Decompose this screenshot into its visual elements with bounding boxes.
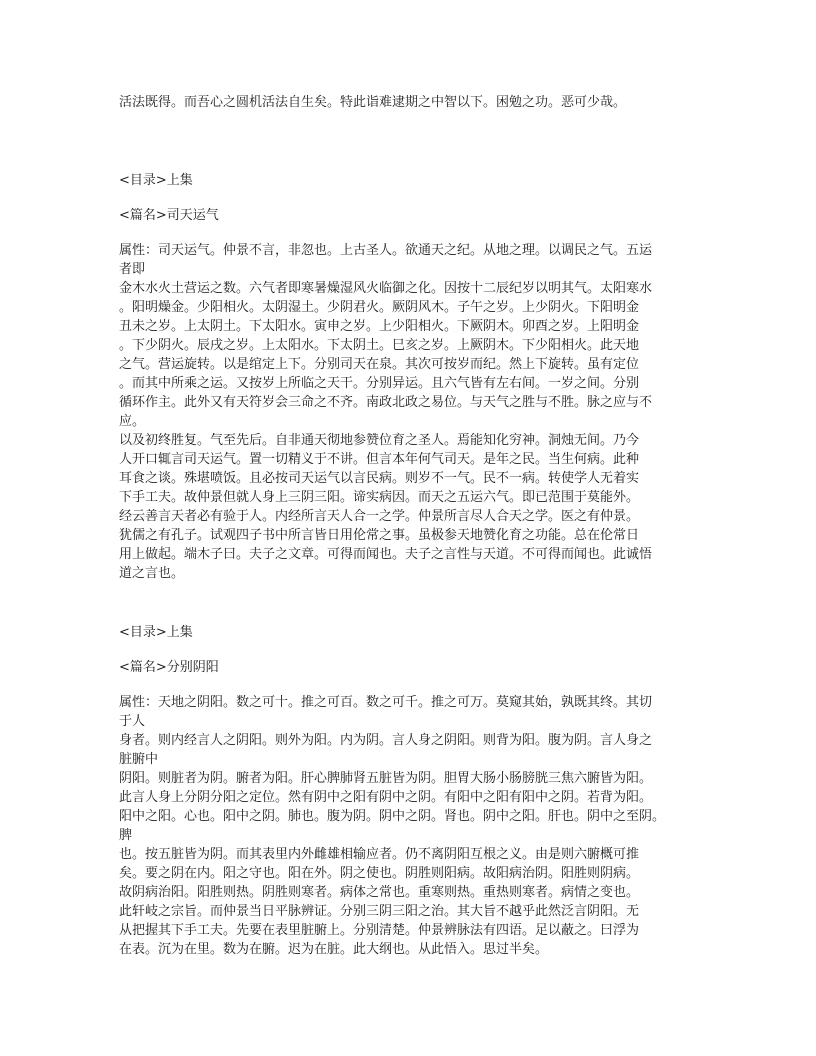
text-line: 属性：天地之阴阳。数之可十。推之可百。数之可千。推之可万。莫窥其始，孰既其终。其切 (119, 695, 653, 710)
text-line: 之气。营运旋转。以是绾定上下。分别司天在泉。其次可按岁而纪。然上下旋转。虽有定位 (119, 357, 640, 372)
text-line: 从把握其下手工夫。先要在表里脏腑上。分别清楚。仲景辨脉法有四语。足以蔽之。曰浮为 (119, 923, 640, 938)
section-2-chapter (119, 658, 719, 677)
text-line: 道之言也。 (119, 566, 185, 581)
text-line: 金木水火土营运之数。六气者即寒暑燥湿风火临御之化。因按十二辰纪岁以明其气。太阳寒水 (119, 281, 653, 296)
text-line: 于人 (119, 714, 146, 729)
section-1-chapter (119, 206, 719, 225)
chapter-heading: <篇名>分别阴阳 (119, 660, 219, 675)
text-line: 用上做起。端木子曰。夫子之文章。可得而闻也。夫子之言性与天道。不可得而闻也。此诚悟 (119, 547, 653, 562)
chapter-heading: <篇名>司天运气 (119, 208, 219, 223)
text-line: 耳食之谈。殊堪喷饭。且必按司天运气以言民病。则岁不一气。民不一病。转使学人无着实 (119, 471, 640, 486)
section-2-directory (119, 623, 719, 642)
text-line: 矣。要之阴在内。阳之守也。阳在外。阴之使也。阴胜则阳病。故阳病治阴。阳胜则阴病。 (119, 866, 640, 881)
text-line: 阳中之阳。心也。阳中之阴。肺也。腹为阴。阴中之阴。肾也。阴中之阳。肝也。阴中之至阴。 (119, 809, 666, 824)
text-line: 犹儒之有孔子。试观四子书中所言皆日用伦常之事。虽极参天地赞化育之功能。总在伦常日 (119, 528, 640, 543)
text-line: 应。 (119, 414, 146, 429)
text-line: 此轩岐之宗旨。而仲景当日平脉辨证。分别三阴三阳之治。其大旨不越乎此然泛言阴阳。无 (119, 904, 640, 919)
section-2-body (119, 693, 719, 959)
intro-paragraph (119, 93, 719, 112)
text-line: 。而其中所乘之运。又按岁上所临之天干。分别异运。且六气皆有左右间。一岁之间。分别 (119, 376, 640, 391)
directory-heading: <目录>上集 (119, 625, 193, 640)
text-line: 。下少阴火。辰戌之岁。上太阳水。下太阴土。巳亥之岁。上厥阴木。下少阳相火。此天地 (119, 338, 640, 353)
text-line: 脾 (119, 828, 133, 843)
text-line: 属性：司天运气。仲景不言，非忽也。上古圣人。欲通天之纪。从地之理。以调民之气。五运 (119, 243, 653, 258)
text-line: 循环作主。此外又有天符岁会三命之不齐。南政北政之易位。与天气之胜与不胜。脉之应与不 (119, 395, 653, 410)
text-line: 丑未之岁。上太阴土。下太阳水。寅申之岁。上少阳相火。下厥阴木。卯酉之岁。上阳明金 (119, 319, 640, 334)
text-line: 者即 (119, 262, 146, 277)
text-line: 故阴病治阳。阳胜则热。阴胜则寒者。病体之常也。重寒则热。重热则寒者。病情之变也。 (119, 885, 640, 900)
section-1-body (119, 241, 719, 583)
text-line: 在表。沉为在里。数为在腑。迟为在脏。此大纲也。从此悟入。思过半矣。 (119, 942, 549, 957)
text-line: 身者。则内经言人之阴阳。则外为阳。内为阴。言人身之阴阳。则背为阳。腹为阴。言人身之 (119, 733, 653, 748)
section-1-directory (119, 171, 719, 190)
text-line: 下手工夫。故仲景但就人身上三阴三阳。谛实病因。而天之五运六气。即已范围于莫能外。 (119, 490, 640, 505)
text-line: 经云善言天者必有验于人。内经所言天人合一之学。仲景所言尽人合天之学。医之有仲景。 (119, 509, 640, 524)
text-line: 以及初终胜复。气至先后。自非通天彻地参赞位育之圣人。焉能知化穷神。洞烛无间。乃今 (119, 433, 640, 448)
text-line: 人开口辄言司天运气。置一切精义于不讲。但言本年何气司天。是年之民。当生何病。此种 (119, 452, 640, 467)
text-line: 。阳明燥金。少阳相火。太阴湿土。少阴君火。厥阴风木。子午之岁。上少阴火。下阳明金 (119, 300, 640, 315)
text-line: 阴阳。则脏者为阴。腑者为阳。肝心脾肺肾五脏皆为阴。胆胃大肠小肠膀胱三焦六腑皆为阳。 (119, 771, 653, 786)
text-line: 也。按五脏皆为阴。而其表里内外雌雄相输应者。仍不离阴阳互根之义。由是则六腑概可推 (119, 847, 640, 862)
directory-heading: <目录>上集 (119, 173, 193, 188)
text-line: 活法既得。而吾心之圆机活法自生矣。特此诣难逮期之中智以下。困勉之功。恶可少哉。 (119, 95, 627, 110)
text-line: 脏腑中 (119, 752, 159, 767)
text-line: 此言人身上分阴分阳之定位。然有阴中之阳有阴中之阴。有阳中之阳有阳中之阴。若背为阳。 (119, 790, 653, 805)
